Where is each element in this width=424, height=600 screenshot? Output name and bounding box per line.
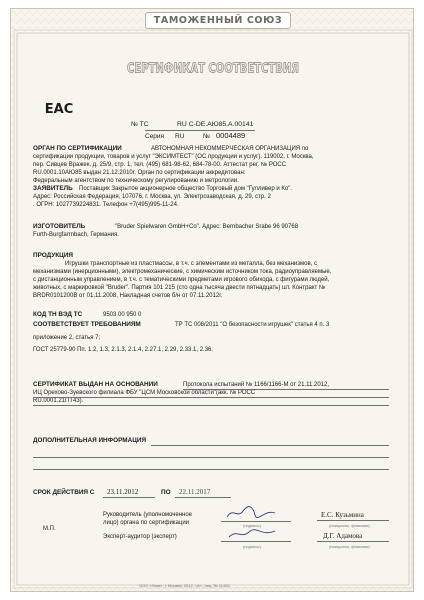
head-name: Е.С. Кузьмина [321,511,364,519]
cert-body-label: ОРГАН ПО СЕРТИФИКАЦИИ [33,145,122,152]
basis-line-1: Протокола испытаний № 1166/1166-М от 21.11.2012, [183,382,329,388]
cert-body-line-1: АВТОНОМНАЯ НЕКОММЕРЧЕСКАЯ ОРГАНИЗАЦИЯ по [151,146,309,152]
expert-label: Эксперт-аудитор (эксперт) [103,534,177,540]
guilloche-border [11,9,415,593]
certificate-title-text: СЕРТИФИКАТ СООТВЕТСТВИЯ [127,61,299,77]
additional-info-label: ДОПОЛНИТЕЛЬНАЯ ИНФОРМАЦИЯ [33,437,147,444]
product-line-4: животных, с маркировкой "Bruder". Партия 101 215 (сто одна тысяча двести пятнадцать) шт. Контракт № [33,285,326,291]
valid-from-date: 23.11.2012 [107,488,139,496]
basis-label: СЕРТИФИКАТ ВЫДАН НА ОСНОВАНИИ [33,381,158,388]
header-title: ТАМОЖЕННЫЙ СОЮЗ [153,15,283,26]
customs-union-header [145,12,291,29]
stamp-place-label: М.П. [43,526,56,532]
certificate-page [10,8,414,592]
requirements-line-1: ТР ТС 008/2011 "О безопасности игрушек" статья 4 п. 3 [175,322,330,328]
applicant-line-3: . ОГРН: 1027739224831. Телефон +7(495)995-11-24. [33,202,179,208]
product-line-5: BRDR0101200B от 01.11.2008, Накладная счетов б/н от 07.11.2012г. [33,293,223,299]
expert-name-caption: (инициалы, фамилия) [329,544,370,549]
number-label: № ТС [131,121,149,128]
eac-mark [46,101,72,115]
cert-body-line-2: сертификации продукции, товаров и услуг "ЭКСИМТЕСТ" (ОС продукции и услуг). 119002, г. Москва, [33,154,314,160]
certificate-title [123,60,303,76]
head-signature [225,505,277,521]
product-line-1: Игрушки транспортные из пластмассы, в т.ч. с элементами из металла, без механизмов, с [65,261,317,267]
applicant-line-2: Адрес: Российская Федерация, 107076, г. Москва, ул. Электрозаводская, д. 29, стр. 2 [33,194,271,200]
valid-to-date: 22.11.2017 [179,488,211,496]
blank-number: 0004489 [216,131,246,140]
tnved-code: 9503 00 950 0 [103,312,142,318]
tnved-label: КОД ТН ВЭД ТС [33,311,83,318]
manufacturer-line-1: "Bruder Spielwaren GmbH+Co". Адрес: Bernbacher Srabe 96 90768 [115,224,299,230]
series-no-label: № [203,133,210,140]
certificate-number: RU C-DE.АЮ85.А.00141 [177,121,254,128]
product-label: ПРОДУКЦИЯ [33,252,74,259]
product-line-3: с дистанционным управлением, в т.ч. с тематическими предметами игрового обихода, с фигурами людей, [33,277,330,283]
head-sign-caption: (подпись) [243,523,261,528]
requirements-line-3: ГОСТ 25779-90 Пп. 1.2, 1.3, 2.1.3, 2.1.4, 2.27.1, 2.29, 2.33.1, 2.36. [33,347,214,353]
cert-body-line-5: Федеральным агентством по техническому регулированию и метрологии. [33,178,239,184]
printer-footer: ООО «Знак», г. Москва, 2012, «А», лиц. № 11462. [139,583,231,588]
svg-text:EAC: EAC [44,102,74,117]
head-signatory-label-2: лицо) органа по сертификации [103,520,190,526]
basis-line-2: ИЦ Орехово-Зуевского филиала ФБУ "ЦСМ Московской области"(акк. № РОСС [33,390,256,396]
series-value: RU [175,133,185,140]
manufacturer-label: ИЗГОТОВИТЕЛЬ [33,223,86,230]
applicant-line-1: Поставщик Закрытое акционерное общество Торговый дом "Гулливер и Ко". [79,186,292,192]
applicant-label: ЗАЯВИТЕЛЬ [33,185,73,192]
cert-body-line-3: пер. Сивцев Вражек, д. 25/9, стр. 1, тел. (495) 681-98-62, 684-78-00. Аттестат рег. № РОСС [33,162,287,168]
expert-signature [227,527,277,541]
valid-to-label: ПО [161,489,171,496]
product-line-2: механизмами (инерционными), электромеханические, с химическим источником тока, радиоуправляемые, [33,269,332,275]
requirements-line-2: приложение 2, статья 7; [33,335,101,341]
requirements-label: СООТВЕТСТВУЕТ ТРЕБОВАНИЯМ [33,321,141,328]
head-name-caption: (инициалы, фамилия) [329,523,370,528]
cert-body-line-4: RU.0001.10АЮ85 выдан 21.12.2010г. Орган по сертификации аккредитован: [33,170,246,176]
basis-line-3: RU.0001.21ПТ43). [33,398,84,404]
expert-sign-caption: (подпись) [243,544,261,549]
manufacturer-line-2: Furth-Burgfarrnbach, Германия. [33,232,119,238]
validity-label: СРОК ДЕЙСТВИЯ С [33,489,95,496]
expert-name: Д.Г. Адамова [323,532,363,540]
series-label: Серия [145,133,165,140]
head-signatory-label: Руководитель (уполномоченное [103,512,193,518]
